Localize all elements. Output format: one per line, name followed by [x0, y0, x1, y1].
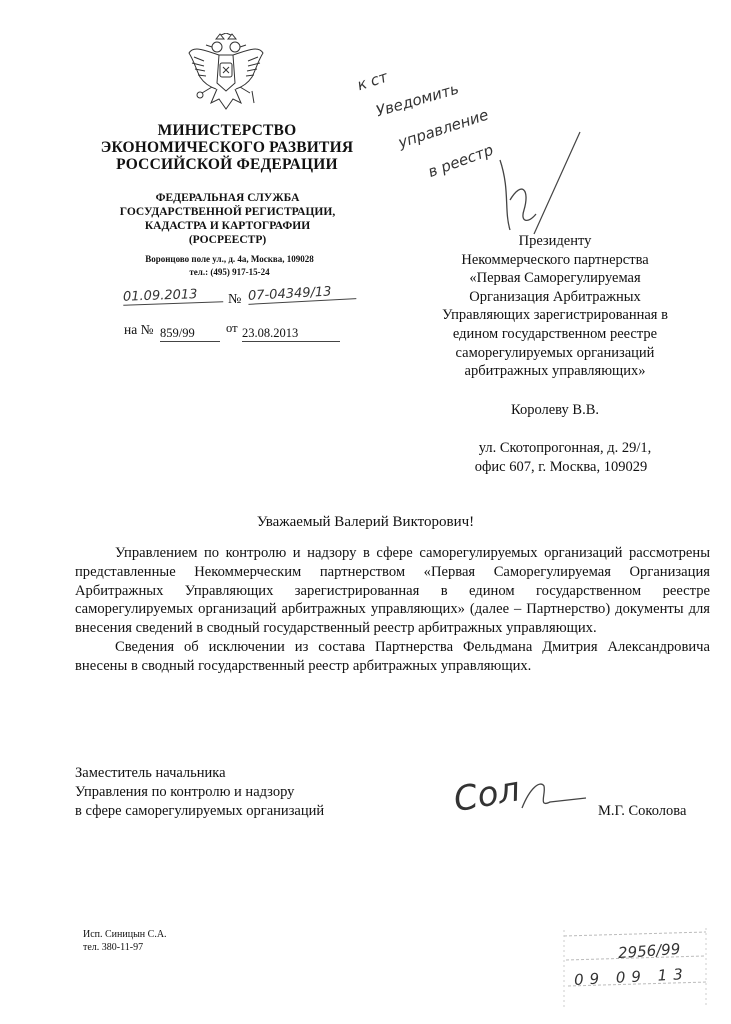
letter-body [75, 544, 710, 676]
outgoing-number: 07-04349/13 [248, 283, 357, 305]
body-paragraph: Сведения об исключении из состава Партнерства Фельдмана Дмитрия Александровича внесены в сводный государственный реестр арбитражных управляющих. [75, 638, 710, 674]
incoming-stamp [560, 916, 710, 1011]
recipient-name: Королеву В.В. [511, 401, 599, 418]
handwritten-signature: Сол [450, 769, 523, 821]
reference-prefix: на № [124, 322, 154, 337]
incoming-date: 09 09 13 [573, 965, 690, 989]
ministry-name: МИНИСТЕРСТВО ЭКОНОМИЧЕСКОГО РАЗВИТИЯ РОССИЙСКОЙ ФЕДЕРАЦИИ [100, 122, 354, 173]
greeting: Уважаемый Валерий Викторович! [256, 514, 475, 530]
service-name: ФЕДЕРАЛЬНАЯ СЛУЖБА ГОСУДАРСТВЕННОЙ РЕГИСТРАЦИИ, КАДАСТРА И КАРТОГРАФИИ (РОСРЕЕСТР) [119, 192, 336, 246]
reference-from-label: от [226, 321, 238, 335]
body-paragraph: Управлением по контролю и надзору в сфере саморегулируемых организаций рассмотрены представленные Некоммерческим партнерством «Первая Саморегулируемая Организация Арбитражных Управляющих зарегистрированная в едином государственном реестре саморегулируемых организаций арбитражных управляющих» (далее – Партнерство) документы для внесения сведений в сводный государственный реестр арбитражных управляющих. [75, 545, 710, 637]
reference-date: 23.08.2013 [242, 326, 340, 342]
letterhead-address: Воронцово поле ул., д. 4а, Москва, 109028 тел.: (495) 917-15-24 [145, 254, 314, 277]
executor-info: Исп. Синицын С.А. тел. 380-11-97 [83, 929, 167, 953]
incoming-number: 2956/99 [617, 939, 681, 963]
recipient-address-line: офис 607, г. Москва, 109029 [474, 458, 648, 475]
outgoing-number-sign: № [228, 292, 242, 307]
signatory-position: Заместитель начальника Управления по контролю и надзору в сфере саморегулируемых организаций [75, 765, 325, 819]
resolution-note: к ст Уведомить управление в реестр [354, 67, 496, 181]
signature-flourish [520, 778, 590, 818]
russian-coat-of-arms-icon [186, 33, 266, 123]
recipient-address-line: ул. Скотопрогонная, д. 29/1, [478, 440, 652, 457]
outgoing-date: 01.09.2013 [123, 286, 223, 305]
reference-number: 859/99 [160, 326, 220, 342]
recipient-block: Президенту Некоммерческого партнерства «Первая Саморегулируемая Организация Арбитражных Управляющих зарегистрированная в едином государственном реестре саморегулируемых организаций арбитражных управляющих» Королеву В.В. ул. Скотопрогонная, д. 29/1, офис 607, г. Москва, 109029 [405, 232, 705, 477]
signatory-name: М.Г. Соколова [598, 803, 687, 819]
